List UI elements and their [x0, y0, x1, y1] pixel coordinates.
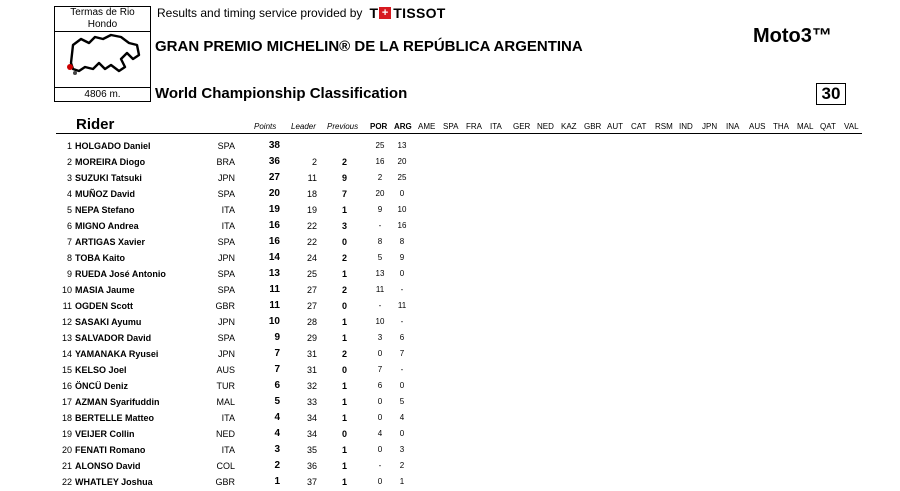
gap-to-previous: 2 [341, 349, 347, 359]
track-name: Termas de Rio Hondo [55, 7, 150, 32]
header-divider [56, 133, 862, 134]
rider-nationality: JPN [217, 349, 235, 359]
table-row [0, 170, 900, 186]
gap-to-leader: 2 [311, 157, 317, 167]
tissot-logo [369, 6, 445, 20]
race-points-arg: - [400, 317, 404, 326]
table-row [0, 234, 900, 250]
header-race-jpn: JPN [702, 122, 718, 131]
rider-name: RUEDA José Antonio [75, 269, 166, 279]
header-race-mal: MAL [797, 122, 814, 131]
gap-to-previous: 1 [341, 477, 347, 487]
track-length: 4806 m. [55, 87, 150, 101]
document-title: World Championship Classification [155, 85, 408, 102]
rider-rank: 2 [66, 157, 72, 167]
race-points-arg: 0 [399, 189, 405, 198]
race-points-arg: 8 [399, 237, 405, 246]
rider-rank: 14 [61, 349, 72, 359]
gap-to-previous: 1 [341, 381, 347, 391]
rider-points: 7 [274, 364, 280, 375]
race-points-arg: 1 [399, 477, 405, 486]
table-row [0, 266, 900, 282]
race-points-arg: 0 [399, 381, 405, 390]
rider-name: MIGNO Andrea [75, 221, 139, 231]
rider-name: MUÑOZ David [75, 189, 136, 199]
race-points-por: - [378, 461, 382, 470]
rider-name: SUZUKI Tatsuki [75, 173, 142, 183]
table-row [0, 154, 900, 170]
gap-to-leader: 36 [306, 461, 317, 471]
race-points-por: 6 [377, 381, 383, 390]
gap-to-leader: 27 [306, 301, 317, 311]
rider-points: 20 [268, 188, 280, 199]
rider-nationality: ITA [221, 413, 235, 423]
rider-name: BERTELLE Matteo [75, 413, 155, 423]
table-row [0, 330, 900, 346]
race-points-arg: 4 [399, 413, 405, 422]
rider-nationality: GBR [215, 301, 235, 311]
rider-points: 5 [274, 396, 280, 407]
rider-rank: 18 [61, 413, 72, 423]
race-points-por: 13 [375, 269, 385, 278]
rider-name: FENATI Romano [75, 445, 146, 455]
race-points-por: 3 [377, 333, 383, 342]
race-points-por: 0 [377, 477, 383, 486]
race-points-por: 10 [375, 317, 385, 326]
gap-to-previous: 2 [341, 285, 347, 295]
race-points-arg: 2 [399, 461, 405, 470]
page-number: 30 [816, 83, 846, 105]
gap-to-leader: 24 [306, 253, 317, 263]
header-race-fra: FRA [466, 122, 482, 131]
rider-name: SASAKI Ayumu [75, 317, 142, 327]
table-row [0, 394, 900, 410]
race-points-por: 9 [377, 205, 383, 214]
rider-name: ALONSO David [75, 461, 141, 471]
rider-rank: 6 [66, 221, 72, 231]
race-points-arg: 3 [399, 445, 405, 454]
header-race-arg: ARG [394, 122, 412, 131]
table-row [0, 362, 900, 378]
rider-rank: 15 [61, 365, 72, 375]
rider-rank: 16 [61, 381, 72, 391]
race-points-arg: 0 [399, 429, 405, 438]
race-points-por: 0 [377, 349, 383, 358]
rider-nationality: BRA [216, 157, 235, 167]
race-points-arg: 6 [399, 333, 405, 342]
rider-nationality: SPA [217, 269, 235, 279]
rider-rank: 3 [66, 173, 72, 183]
gap-to-previous: 1 [341, 413, 347, 423]
table-row [0, 458, 900, 474]
rider-points: 14 [268, 252, 280, 263]
gap-to-leader: 19 [306, 205, 317, 215]
race-points-por: 5 [377, 253, 383, 262]
gap-to-leader: 22 [306, 237, 317, 247]
gap-to-previous: 1 [341, 269, 347, 279]
header-race-ned: NED [537, 122, 554, 131]
rider-rank: 8 [66, 253, 72, 263]
gap-to-leader: 32 [306, 381, 317, 391]
race-points-por: 7 [377, 365, 383, 374]
header-race-cat: CAT [631, 122, 647, 131]
table-row [0, 474, 900, 490]
race-points-por: 4 [377, 429, 383, 438]
rider-nationality: ITA [221, 205, 235, 215]
table-row [0, 346, 900, 362]
race-points-arg: 20 [397, 157, 407, 166]
race-points-por: 8 [377, 237, 383, 246]
timing-service-text: Results and timing service provided by [157, 6, 363, 20]
header-race-qat: QAT [820, 122, 836, 131]
rider-points: 2 [274, 460, 280, 471]
header-leader: Leader [291, 122, 316, 131]
gap-to-previous: 1 [341, 205, 347, 215]
rider-rank: 21 [61, 461, 72, 471]
gap-to-previous: 1 [341, 445, 347, 455]
gap-to-leader: 34 [306, 429, 317, 439]
header-race-ind: IND [679, 122, 693, 131]
rider-points: 16 [268, 236, 280, 247]
rider-nationality: MAL [216, 397, 235, 407]
race-points-arg: 0 [399, 269, 405, 278]
gap-to-leader: 11 [307, 173, 317, 183]
header-race-ita: ITA [490, 122, 502, 131]
rider-name: ARTIGAS Xavier [75, 237, 146, 247]
event-title: GRAN PREMIO MICHELIN® DE LA REPÚBLICA ARGENTINA [155, 38, 583, 55]
rider-rank: 5 [66, 205, 72, 215]
rider-nationality: TUR [216, 381, 235, 391]
rider-points: 3 [274, 444, 280, 455]
rider-points: 11 [269, 300, 280, 311]
rider-points: 13 [268, 268, 280, 279]
rider-nationality: GBR [215, 477, 235, 487]
race-points-arg: 13 [397, 141, 407, 150]
rider-points: 4 [274, 412, 280, 423]
rider-nationality: ITA [221, 445, 235, 455]
gap-to-previous: 1 [341, 461, 347, 471]
rider-rank: 19 [61, 429, 72, 439]
rider-points: 4 [274, 428, 280, 439]
track-map-icon [59, 23, 147, 85]
race-points-arg: 10 [397, 205, 407, 214]
gap-to-leader: 33 [306, 397, 317, 407]
race-points-por: - [378, 221, 382, 230]
gap-to-previous: 1 [341, 397, 347, 407]
gap-to-leader: 25 [306, 269, 317, 279]
rider-rank: 4 [66, 189, 72, 199]
gap-to-leader: 18 [306, 189, 317, 199]
race-points-por: 16 [375, 157, 385, 166]
header-race-gbr: GBR [584, 122, 602, 131]
race-points-arg: 25 [397, 173, 407, 182]
table-row [0, 186, 900, 202]
table-row [0, 442, 900, 458]
gap-to-previous: 2 [341, 157, 347, 167]
race-points-arg: - [400, 285, 404, 294]
rider-nationality: SPA [217, 237, 235, 247]
rider-points: 6 [274, 380, 280, 391]
track-info-box [54, 6, 151, 102]
race-points-por: - [378, 301, 382, 310]
rider-nationality: AUS [216, 365, 235, 375]
header-race-aut: AUT [607, 122, 623, 131]
rider-points: 7 [274, 348, 280, 359]
table-row [0, 282, 900, 298]
header-race-por: POR [370, 122, 388, 131]
race-points-por: 2 [377, 173, 383, 182]
gap-to-leader: 31 [306, 349, 317, 359]
race-points-arg: 9 [399, 253, 405, 262]
gap-to-previous: 0 [341, 365, 347, 375]
gap-to-leader: 31 [306, 365, 317, 375]
rider-points: 38 [268, 140, 280, 151]
race-points-por: 0 [377, 413, 383, 422]
table-row [0, 378, 900, 394]
rider-nationality: SPA [217, 141, 235, 151]
rider-name: MASIA Jaume [75, 285, 135, 295]
tissot-mark: T [369, 5, 379, 21]
table-row [0, 298, 900, 314]
table-row [0, 426, 900, 442]
race-points-por: 0 [377, 397, 383, 406]
header-race-ina: INA [726, 122, 740, 131]
race-points-arg: - [400, 365, 404, 374]
rider-name: TOBA Kaito [75, 253, 126, 263]
header-race-spa: SPA [443, 122, 459, 131]
rider-nationality: SPA [217, 285, 235, 295]
header-race-ame: AME [418, 122, 436, 131]
header-previous: Previous [327, 122, 359, 131]
header-race-tha: THA [773, 122, 789, 131]
race-points-por: 0 [377, 445, 383, 454]
race-points-por: 25 [375, 141, 385, 150]
race-points-arg: 5 [399, 397, 405, 406]
gap-to-previous: 0 [341, 301, 347, 311]
race-points-arg: 7 [399, 349, 405, 358]
race-points-por: 11 [375, 285, 385, 294]
rider-nationality: NED [215, 429, 235, 439]
class-name: Moto3™ [753, 25, 832, 47]
rider-nationality: SPA [217, 189, 235, 199]
rider-nationality: JPN [217, 253, 235, 263]
header-race-aus: AUS [749, 122, 766, 131]
swiss-cross-icon: + [379, 7, 391, 19]
rider-rank: 7 [66, 237, 72, 247]
table-row [0, 314, 900, 330]
tissot-wordmark: TISSOT [393, 5, 446, 21]
gap-to-leader: 27 [306, 285, 317, 295]
rider-nationality: JPN [217, 173, 235, 183]
gap-to-previous: 1 [341, 317, 347, 327]
rider-rank: 11 [62, 301, 72, 311]
rider-points: 16 [268, 220, 280, 231]
rider-rank: 1 [66, 141, 72, 151]
gap-to-leader: 28 [306, 317, 317, 327]
rider-rank: 13 [61, 333, 72, 343]
gap-to-leader: 22 [306, 221, 317, 231]
race-points-por: 20 [375, 189, 385, 198]
gap-to-previous: 3 [341, 221, 347, 231]
gap-to-previous: 0 [341, 429, 347, 439]
gap-to-previous: 9 [341, 173, 347, 183]
rider-name: VEIJER Collin [75, 429, 135, 439]
rider-rank: 12 [61, 317, 72, 327]
rider-points: 27 [268, 172, 280, 183]
rider-name: SALVADOR David [75, 333, 152, 343]
rider-name: MOREIRA Diogo [75, 157, 146, 167]
rider-rank: 10 [61, 285, 72, 295]
rider-points: 10 [268, 316, 280, 327]
rider-rank: 17 [61, 397, 72, 407]
rider-points: 19 [268, 204, 280, 215]
header-race-ger: GER [513, 122, 531, 131]
rider-points: 1 [274, 476, 280, 487]
gap-to-previous: 1 [341, 333, 347, 343]
table-row [0, 250, 900, 266]
gap-to-leader: 37 [306, 477, 317, 487]
race-points-arg: 16 [397, 221, 407, 230]
gap-to-leader: 35 [306, 445, 317, 455]
gap-to-leader: 34 [306, 413, 317, 423]
race-points-arg: 11 [397, 301, 407, 310]
rider-points: 9 [274, 332, 280, 343]
rider-rank: 9 [66, 269, 72, 279]
header-race-kaz: KAZ [561, 122, 577, 131]
table-row [0, 410, 900, 426]
rider-nationality: JPN [217, 317, 235, 327]
header-points: Points [254, 122, 277, 131]
rider-nationality: SPA [217, 333, 235, 343]
rider-points: 11 [269, 284, 280, 295]
gap-to-previous: 0 [341, 237, 347, 247]
header-race-val: VAL [844, 122, 859, 131]
table-row [0, 202, 900, 218]
rider-name: KELSO Joel [75, 365, 127, 375]
table-row [0, 138, 900, 154]
rider-name: YAMANAKA Ryusei [75, 349, 159, 359]
rider-name: ÖNCÜ Deniz [75, 381, 129, 391]
rider-points: 36 [268, 156, 280, 167]
rider-name: AZMAN Syarifuddin [75, 397, 160, 407]
timing-service-line [157, 6, 446, 20]
header-race-rsm: RSM [655, 122, 673, 131]
gap-to-previous: 7 [341, 189, 347, 199]
header-rider: Rider [76, 116, 115, 133]
gap-to-leader: 29 [306, 333, 317, 343]
rider-nationality: ITA [221, 221, 235, 231]
table-row [0, 218, 900, 234]
rider-name: HOLGADO Daniel [75, 141, 151, 151]
rider-name: OGDEN Scott [75, 301, 134, 311]
gap-to-previous: 2 [341, 253, 347, 263]
rider-name: NEPA Stefano [75, 205, 135, 215]
rider-rank: 22 [61, 477, 72, 487]
rider-name: WHATLEY Joshua [75, 477, 153, 487]
rider-rank: 20 [61, 445, 72, 455]
rider-nationality: COL [216, 461, 235, 471]
